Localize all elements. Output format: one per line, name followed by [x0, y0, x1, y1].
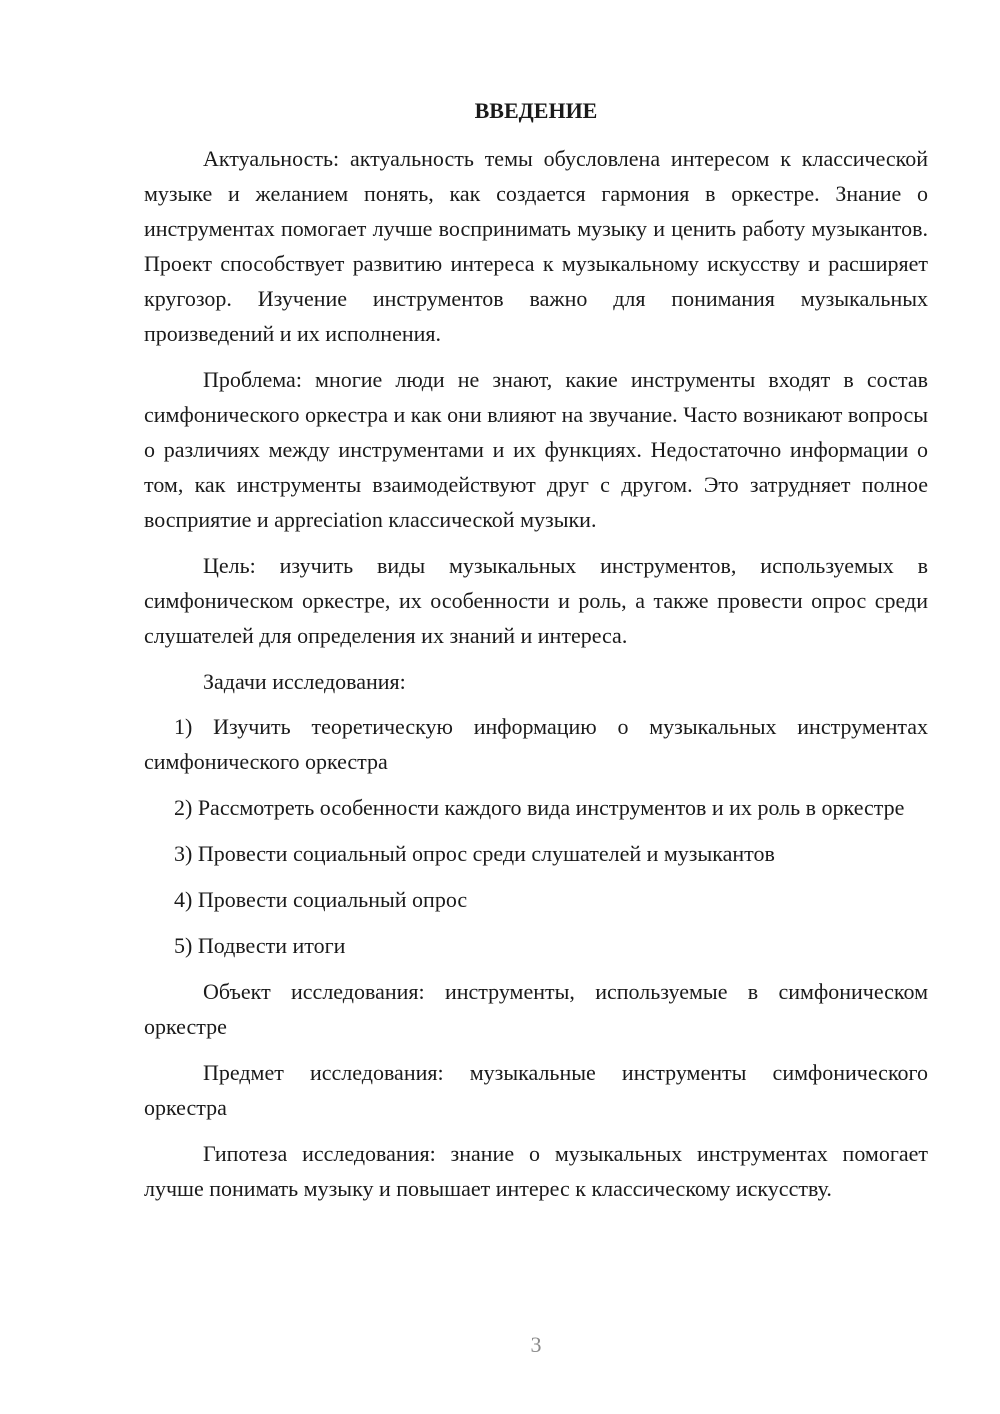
task-item-2: 2) Рассмотреть особенности каждого вида инструментов и их роль в оркестре — [174, 795, 905, 820]
task-item-1: 1) Изучить теоретическую информацию о музыкальных инструментах симфонического оркестра — [144, 714, 928, 774]
document-page — [144, 96, 928, 1206]
tasks-title: Задачи исследования: — [203, 669, 406, 694]
paragraph-object: Объект исследования: инструменты, используемые в симфоническом оркестре — [144, 979, 928, 1039]
task-item-5: 5) Подвести итоги — [174, 933, 346, 958]
task-item-3: 3) Провести социальный опрос среди слушателей и музыкантов — [174, 841, 775, 866]
paragraph-goal: Цель: изучить виды музыкальных инструментов, используемых в симфоническом оркестре, их особенности и роль, а также провести опрос среди слушателей для определения их знаний и интереса. — [144, 553, 928, 648]
page-title: ВВЕДЕНИЕ — [474, 98, 598, 123]
task-item-4: 4) Провести социальный опрос — [174, 887, 468, 912]
paragraph-subject: Предмет исследования: музыкальные инструменты симфонического оркестра — [144, 1060, 928, 1120]
paragraph-hypothesis: Гипотеза исследования: знание о музыкальных инструментах помогает лучше понимать музыку и повышает интерес к классическому искусству. — [144, 1141, 928, 1201]
paragraph-problem: Проблема: многие люди не знают, какие инструменты входят в состав симфонического оркестра и как они влияют на звучание. Часто возникают вопросы о различиях между инструментами и их функциях. Недостаточно информации о том, как инструменты взаимодействуют друг с другом. Это затрудняет полное восприятие и appreciation классической музыки. — [144, 367, 928, 532]
page-number: 3 — [530, 1332, 542, 1357]
paragraph-relevance: Актуальность: актуальность темы обусловлена интересом к классической музыке и желанием понять, как создается гармония в оркестре. Знание о инструментах помогает лучше воспринимать музыку и ценить работу музыкантов. Проект способствует развитию интереса к музыкальному искусству и расширяет кругозор. Изучение инструментов важно для понимания музыкальных произведений и их исполнения. — [144, 146, 928, 346]
